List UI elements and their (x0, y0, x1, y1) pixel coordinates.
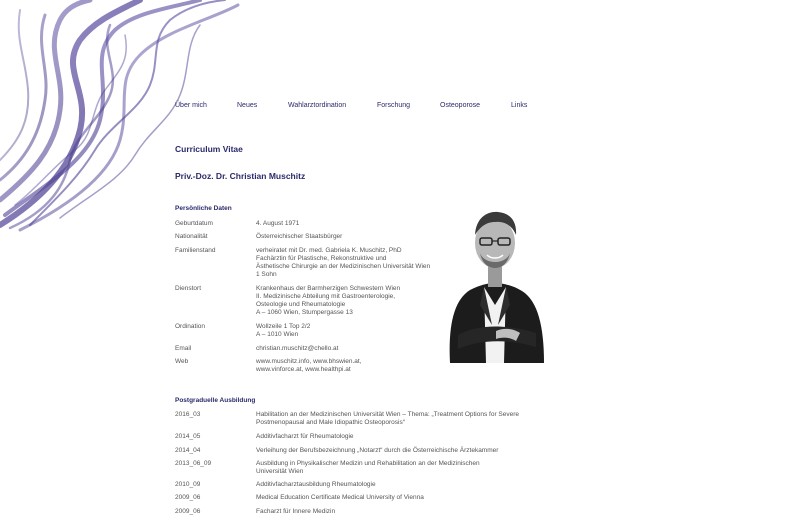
row-label: 2014_05 (175, 433, 201, 440)
value-line: Additivfacharzt für Rheumatologie (256, 433, 354, 440)
row-label: Web (175, 358, 189, 365)
nav-item-links[interactable]: Links (511, 102, 528, 109)
value-line: Krankenhaus der Barmherzigen Schwestern Wien (256, 285, 401, 292)
nav-item-ueber-mich[interactable]: Über mich (175, 102, 207, 109)
row-label: 2010_09 (175, 481, 201, 488)
row-value (256, 494, 566, 502)
row-label: Geburtdatum (175, 220, 213, 227)
value-line: II. Medizinische Abteilung mit Gastroenterologie, (256, 293, 396, 300)
value-line: Ästhetische Chirurgie an der Medizinischen Universität Wien (256, 263, 431, 270)
value-line: A – 1060 Wien, Stumpergasse 13 (256, 309, 353, 316)
value-line: Österreichischer Staatsbürger (256, 233, 343, 240)
nav-item-osteoporose[interactable]: Osteoporose (440, 102, 481, 109)
section-heading-education: Postgraduelle Ausbildung (175, 397, 256, 404)
value-line: 1 Sohn (256, 271, 277, 278)
nav-item-forschung[interactable]: Forschung (377, 102, 411, 109)
value-line: 4. August 1971 (256, 220, 300, 227)
row-value (256, 411, 566, 427)
row-label: 2013_06_09 (175, 460, 212, 467)
row-value (256, 508, 566, 516)
value-line: Ausbildung in Physikalischer Medizin und Rehabilitation an der Medizinischen (256, 460, 480, 467)
value-line: Facharzt für Innere Medizin (256, 508, 336, 515)
nav-item-wahlarztordination[interactable]: Wahlarztordination (288, 102, 347, 109)
row-label: 2009_06 (175, 508, 201, 515)
row-value (256, 447, 566, 455)
smoke-decoration (0, 0, 240, 235)
value-line: Habilitation an der Medizinischen Universität Wien – Thema: „Treatment Options for Severe (256, 411, 520, 418)
row-value (256, 460, 566, 476)
section-heading-personal: Persönliche Daten (175, 205, 232, 212)
row-label: Familienstand (175, 247, 216, 254)
web-link[interactable]: www.vinforce.at, www.healthpi.at (256, 366, 351, 373)
value-line: Wollzeile 1 Top 2/2 (256, 323, 311, 330)
web-link[interactable]: www.muschitz.info, www.bhswien.at, (256, 358, 362, 365)
value-line: Osteologie und Rheumatologie (256, 301, 346, 308)
row-value (256, 433, 566, 441)
portrait-photo (440, 205, 550, 363)
row-value (256, 481, 566, 489)
value-line: Postmenopausal and Male Idiopathic Osteoporosis“ (256, 419, 405, 426)
row-label: Email (175, 345, 192, 352)
value-line: Additivfacharztausbildung Rheumatologie (256, 481, 376, 488)
main-navigation (0, 102, 800, 116)
value-line: Medical Education Certificate Medical University of Vienna (256, 494, 424, 501)
value-line: Universität Wien (256, 468, 304, 475)
value-line: A – 1010 Wien (256, 331, 299, 338)
row-label: Nationalität (175, 233, 208, 240)
page-title: Curriculum Vitae (175, 144, 243, 154)
row-label: 2009_06 (175, 494, 201, 501)
value-line: Verleihung der Berufsbezeichnung „Notarzt“ durch die Österreichische Ärztekammer (256, 447, 499, 454)
row-label: 2014_04 (175, 447, 201, 454)
email-link[interactable]: christian.muschitz@chello.at (256, 345, 339, 352)
row-label: Ordination (175, 323, 205, 330)
row-label: Dienstort (175, 285, 202, 292)
value-line: Fachärztin für Plastische, Rekonstruktive und (256, 255, 387, 262)
nav-item-neues[interactable]: Neues (237, 102, 258, 109)
row-label: 2016_03 (175, 411, 201, 418)
person-name: Priv.-Doz. Dr. Christian Muschitz (175, 171, 306, 181)
value-line: verheiratet mit Dr. med. Gabriela K. Muschitz, PhD (256, 247, 402, 254)
